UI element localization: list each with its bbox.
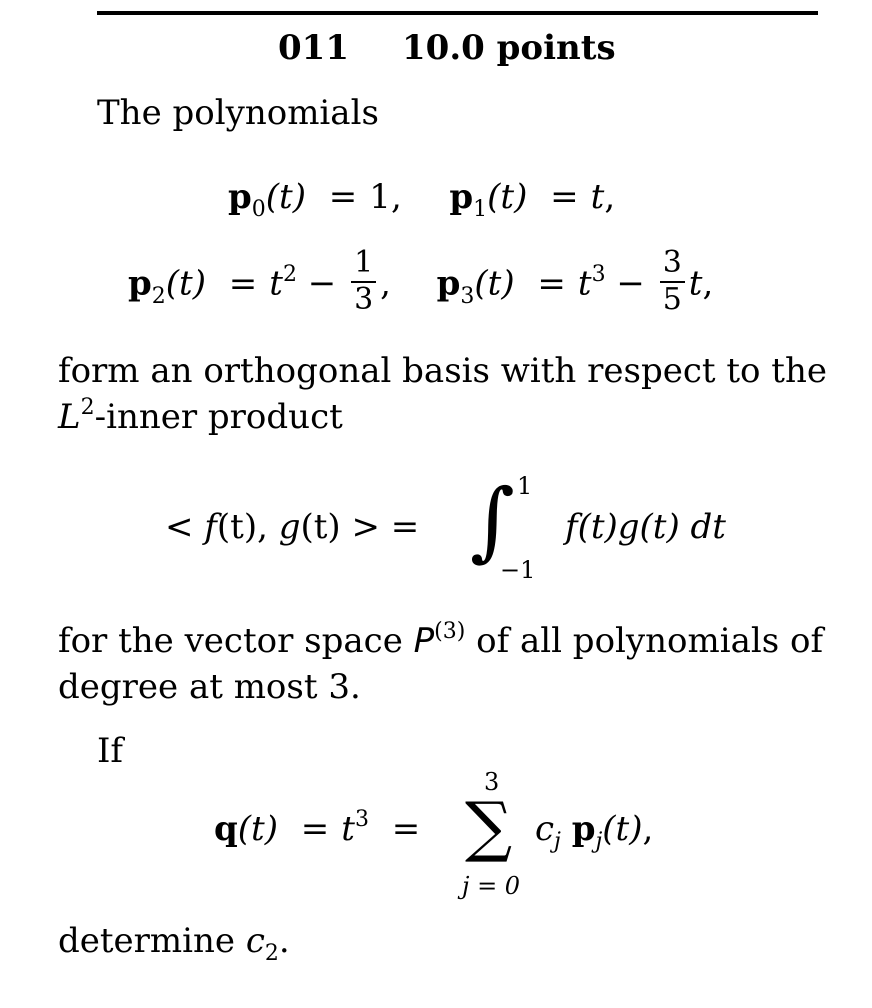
body-line-4: degree at most 3. [58, 667, 361, 707]
integral-upper: 1 [517, 472, 533, 500]
integral-lower: −1 [500, 556, 536, 584]
sum-lower: j = 0 [462, 872, 521, 900]
poly-p2-p3: $p_2(t) = t^2$ − $\frac{1}{3}$ , $p_3(t) = t^3$ − $\frac{3}{5}$ t, [128, 245, 714, 317]
problem-number: 011 [278, 28, 349, 68]
top-rule [97, 11, 818, 15]
poly-p0-p1: $p_0(t) = 1$, $p_1(t) = t$, [228, 177, 616, 222]
intro-text: The polynomials [97, 93, 379, 133]
body-line-3: for the vector space $P^{(3)}$ of all polynomials of [58, 619, 824, 661]
body-line-1: form an orthogonal basis with respect to the [58, 351, 827, 391]
integral-sign: ∫ [470, 471, 515, 571]
q-equation-lhs: $q(t) = t^3$ = [214, 807, 421, 849]
sum-sign: ∑ [465, 788, 513, 865]
integrand: f(t)g(t) dt [565, 507, 726, 547]
inner-product-lhs: < f(t), g(t) > = [165, 507, 420, 547]
sum-terms: $c_j$ $p_j(t)$, [535, 809, 654, 854]
if-text: If [97, 731, 124, 771]
problem-points: 10.0 points [402, 28, 616, 68]
final-line: determine $c_2$. [58, 921, 290, 966]
sum-upper: 3 [484, 768, 500, 796]
body-line-2: $L^2$-inner product [58, 395, 343, 437]
